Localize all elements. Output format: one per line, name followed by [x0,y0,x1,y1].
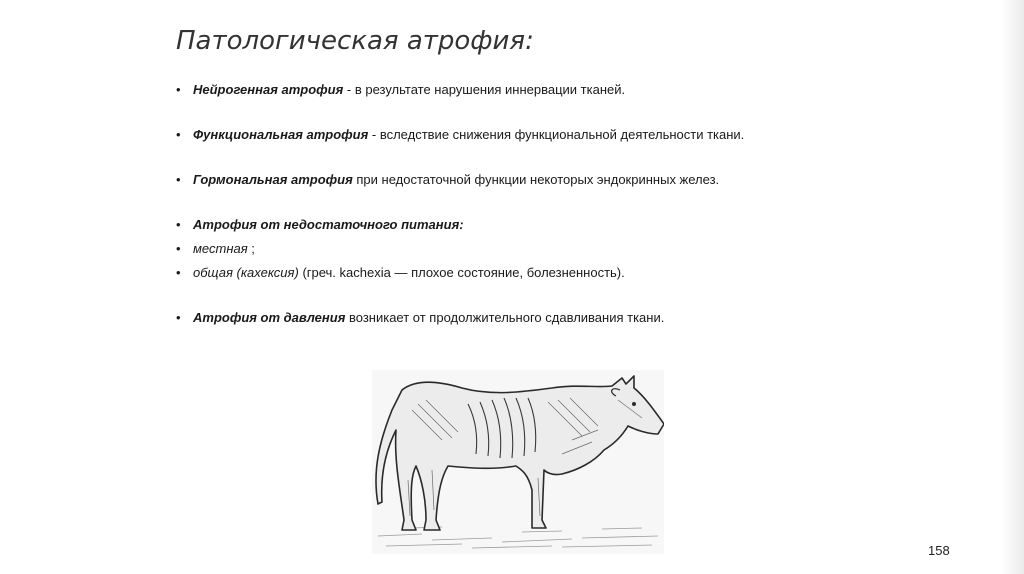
bullet-term: Атрофия от недостаточного питания: [193,217,464,232]
bullet-term: местная [193,241,248,256]
bullet-term: Функциональная атрофия [193,127,369,142]
bullet-item-pressure [176,310,896,326]
bullet-text: - вследствие снижения функциональной деятельности ткани. [368,127,745,142]
slide-title: Патологическая атрофия: [176,26,534,56]
bullet-text: возникает от продолжительного сдавливания ткани. [345,310,665,325]
bullet-term: Нейрогенная атрофия [193,82,344,97]
bullet-item-nutrition [176,217,896,233]
bullet-item-hormonal [176,172,896,188]
bullet-text: (греч. kachexia — плохое состояние, болезненность). [298,265,625,280]
bullet-text: ; [247,241,255,256]
bullet-term: Гормональная атрофия [193,172,353,187]
bullet-text: - в результате нарушения иннервации тканей. [343,82,626,97]
bullet-item-local [176,241,896,257]
bullet-item-functional [176,127,896,143]
bullet-term: Атрофия от давления [193,310,346,325]
page-number: 158 [928,543,950,558]
bullet-term: общая (кахексия) [193,265,299,280]
bullet-text: при недостаточной функции некоторых эндокринных желез. [352,172,720,187]
bullet-item-neurogenic [176,82,896,98]
emaciated-cow-illustration-icon [372,370,664,554]
bullet-list [176,82,896,326]
bullet-item-general [176,265,896,281]
